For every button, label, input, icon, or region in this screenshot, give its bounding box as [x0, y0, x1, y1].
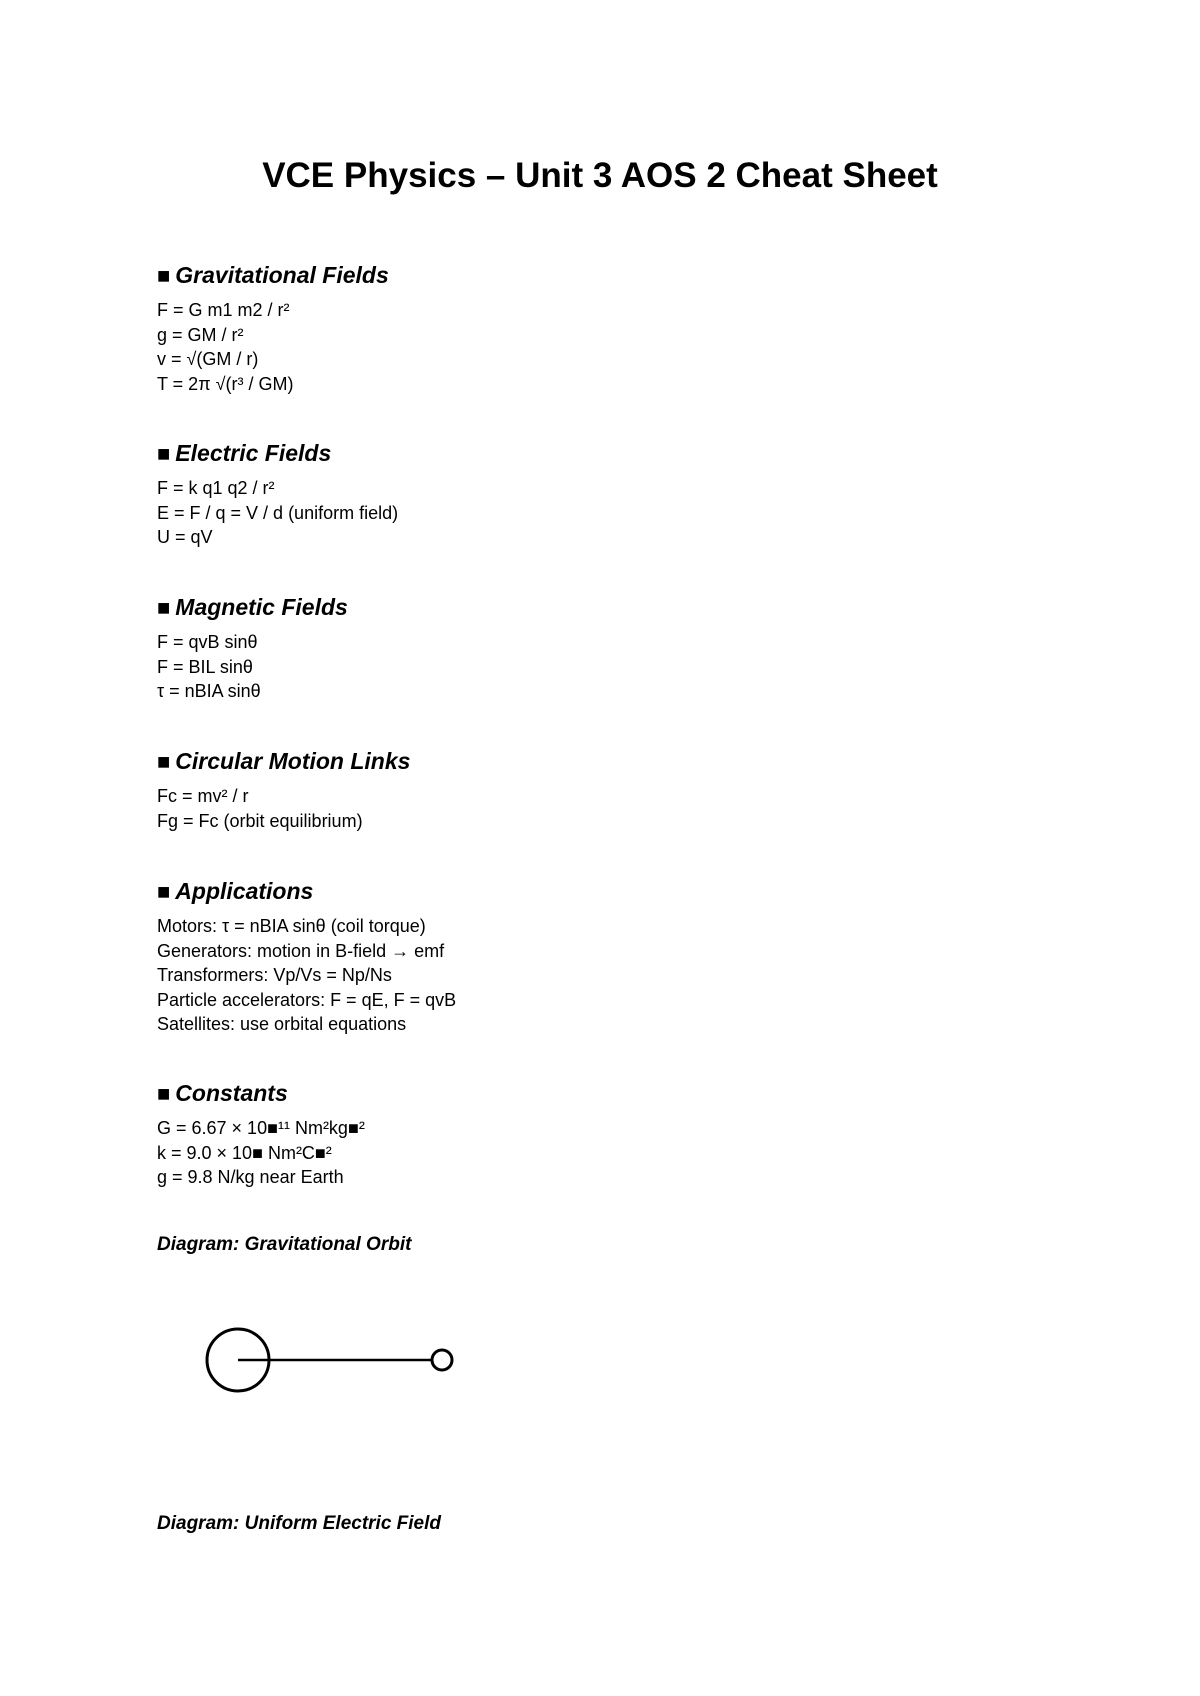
formula-line: Satellites: use orbital equations	[157, 1014, 407, 1034]
section-heading-text: Gravitational Fields	[175, 262, 389, 288]
square-bullet-icon: ■	[157, 1081, 171, 1106]
formula-line: Particle accelerators: F = qE, F = qvB	[157, 989, 457, 1010]
formula-line: G = 6.67 × 10■¹¹ Nm²kg■²	[157, 1118, 365, 1138]
formula-line: F = G m1 m2 / r²	[157, 300, 290, 320]
section-circular-motion-links	[157, 747, 957, 833]
section-heading	[157, 747, 957, 776]
formula-line: F = BIL sinθ	[157, 656, 253, 677]
square-bullet-icon: ■	[157, 263, 171, 288]
square-bullet-icon: ■	[157, 879, 171, 904]
electric-field-diagram-caption: Diagram: Uniform Electric Field	[157, 1513, 442, 1534]
section-magnetic-fields	[157, 593, 957, 704]
square-bullet-icon: ■	[157, 595, 171, 620]
formula-line: Fg = Fc (orbit equilibrium)	[157, 810, 363, 831]
formula-line: F = qvB sinθ	[157, 632, 258, 652]
section-heading	[157, 877, 957, 906]
section-heading-text: Constants	[175, 1080, 288, 1106]
formula-line: Fc = mv² / r	[157, 786, 249, 806]
orbit-diagram-caption: Diagram: Gravitational Orbit	[157, 1234, 412, 1255]
formula-line: v = √(GM / r)	[157, 349, 259, 369]
section-heading	[157, 261, 957, 290]
square-bullet-icon: ■	[157, 749, 171, 774]
formula-line: Generators: motion in B-field → emf	[157, 940, 445, 961]
formula-line: F = k q1 q2 / r²	[157, 478, 275, 498]
section-heading	[157, 593, 957, 622]
section-heading	[157, 439, 957, 468]
page-title: VCE Physics – Unit 3 AOS 2 Cheat Sheet	[262, 156, 938, 195]
section-heading-text: Magnetic Fields	[175, 594, 348, 620]
formula-line: E = F / q = V / d (uniform field)	[157, 502, 399, 523]
section-constants	[157, 1079, 957, 1190]
section-heading-text: Circular Motion Links	[175, 748, 411, 774]
formula-line: g = 9.8 N/kg near Earth	[157, 1167, 344, 1187]
formula-line: g = GM / r²	[157, 324, 244, 345]
section-heading-text: Electric Fields	[175, 440, 332, 466]
section-heading	[157, 1079, 957, 1108]
formula-line: Motors: τ = nBIA sinθ (coil torque)	[157, 916, 426, 936]
square-bullet-icon: ■	[157, 441, 171, 466]
section-electric-fields	[157, 439, 957, 550]
section-applications	[157, 877, 957, 1037]
formula-line: k = 9.0 × 10■ Nm²C■²	[157, 1142, 332, 1163]
formula-line: T = 2π √(r³ / GM)	[157, 373, 294, 394]
formula-line: τ = nBIA sinθ	[157, 681, 261, 701]
satellite-circle	[432, 1350, 452, 1370]
section-heading-text: Applications	[175, 878, 314, 904]
formula-line: Transformers: Vp/Vs = Np/Ns	[157, 965, 392, 985]
orbit-diagram	[200, 1320, 460, 1400]
section-gravitational-fields	[157, 261, 957, 396]
formula-line: U = qV	[157, 527, 213, 547]
